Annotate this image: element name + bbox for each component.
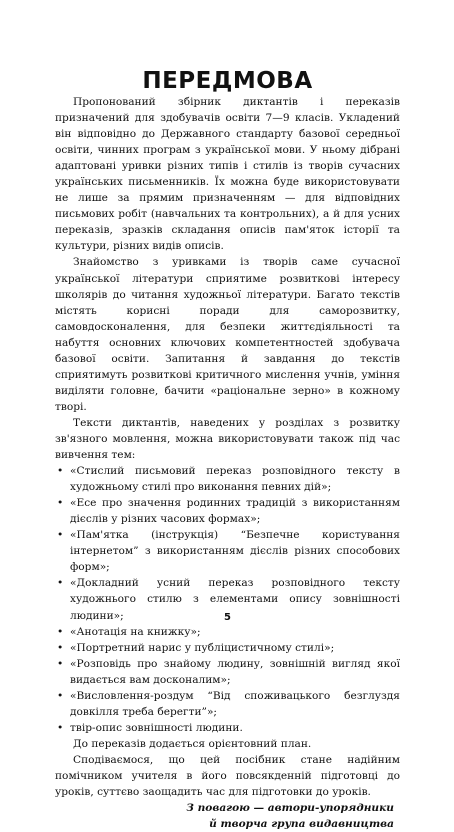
list-item: [55, 527, 400, 575]
list-item-text: «Есе про значення родинних традицій з використанням дієслів у різних часових формах»;: [70, 497, 400, 526]
topics-list: [55, 463, 400, 736]
bullet-icon: •: [57, 577, 64, 590]
page-number: 5: [224, 612, 231, 623]
signature-line-2: й творча група видавництва: [209, 818, 394, 831]
list-item: [55, 624, 400, 640]
page: [55, 0, 400, 831]
list-item-text: «Розповідь про знайому людину, зовнішній вигляд якої видається вам досконалим»;: [70, 657, 400, 686]
bullet-icon: •: [57, 689, 64, 702]
list-item-text: «Портретний нарис у публіцистичному стилі»;: [70, 641, 335, 654]
list-item: [55, 640, 400, 656]
paragraph-closing: Сподіваємося, що цей посібник стане надійним помічником учителя в його повсякденній підготовці до уроків, суттєво заощадить час для підготовки до уроків.: [55, 753, 400, 799]
bullet-icon: •: [57, 721, 64, 734]
bullet-icon: •: [57, 529, 64, 542]
bullet-icon: •: [57, 641, 64, 654]
list-item: [55, 495, 400, 527]
bullet-icon: •: [57, 657, 64, 670]
list-item: [55, 463, 400, 495]
list-item-text: твір-опис зовнішності людини.: [70, 721, 243, 734]
signature-line-1: З повагою — автори-упорядники: [186, 802, 394, 815]
paragraph-intro: Пропонований збірник диктантів і переказів призначений для здобувачів освіти 7—9 класів. Укладений він відповідно до Державного стандарту базової середньої освіти, чинних програм з української мови. У ньому дібрані адаптовані уривки різних типів і стилів із творів сучасних українських письменників. Їх можна буде використовувати не лише за прямим призначенням — для відповідних письмових робіт (навчальних та контрольних), а й для усних переказів, зразків складання описів пам'яток історії та культури, різних видів описів.: [55, 96, 400, 253]
list-item-text: «Пам'ятка (інструкція) “Безпечне користування інтернетом” з використанням дієслів різних способових форм»;: [70, 529, 400, 574]
bullet-icon: •: [57, 625, 64, 638]
paragraph-topics: Тексти диктантів, наведених у розділах з розвитку зв'язного мовлення, можна використовувати також під час вивчення тем:: [55, 416, 400, 462]
paragraph-plan-note: До переказів додається орієнтовний план.: [73, 737, 312, 750]
bullet-icon: •: [57, 465, 64, 478]
list-item: [55, 688, 400, 720]
list-item: [55, 656, 400, 688]
page-title: ПЕРЕДМОВА: [142, 68, 313, 94]
list-item-text: «Висловлення-роздум “Від споживацького безглуздя довкілля треба берегти”»;: [70, 689, 400, 718]
bullet-icon: •: [57, 497, 64, 510]
list-item-text: «Анотація на книжку»;: [70, 625, 201, 638]
body-text: [55, 94, 400, 832]
list-item-text: «Стислий письмовий переказ розповідного тексту в художньому стилі про виконання певних дій»;: [70, 465, 400, 494]
paragraph-literature: Знайомство з уривками із творів саме сучасної української літератури сприятиме розвиткові інтересу школярів до читання художньої літератури. Багато текстів містять корисні поради для саморозвитку, самовдосконалення, для безпеки життєдіяльності та набуття основних ключових компетентностей здобувача базової освіти. Запитання й завдання до текстів сприятимуть розвиткові критичного мислення учнів, уміння виділяти головне, бачити «раціональне зерно» в кожному творі.: [55, 256, 400, 413]
list-item-text: «Докладний усний переказ розповідного тексту художнього стилю з елементами опису зовнішності людини»;: [70, 577, 400, 622]
list-item: [55, 720, 400, 736]
